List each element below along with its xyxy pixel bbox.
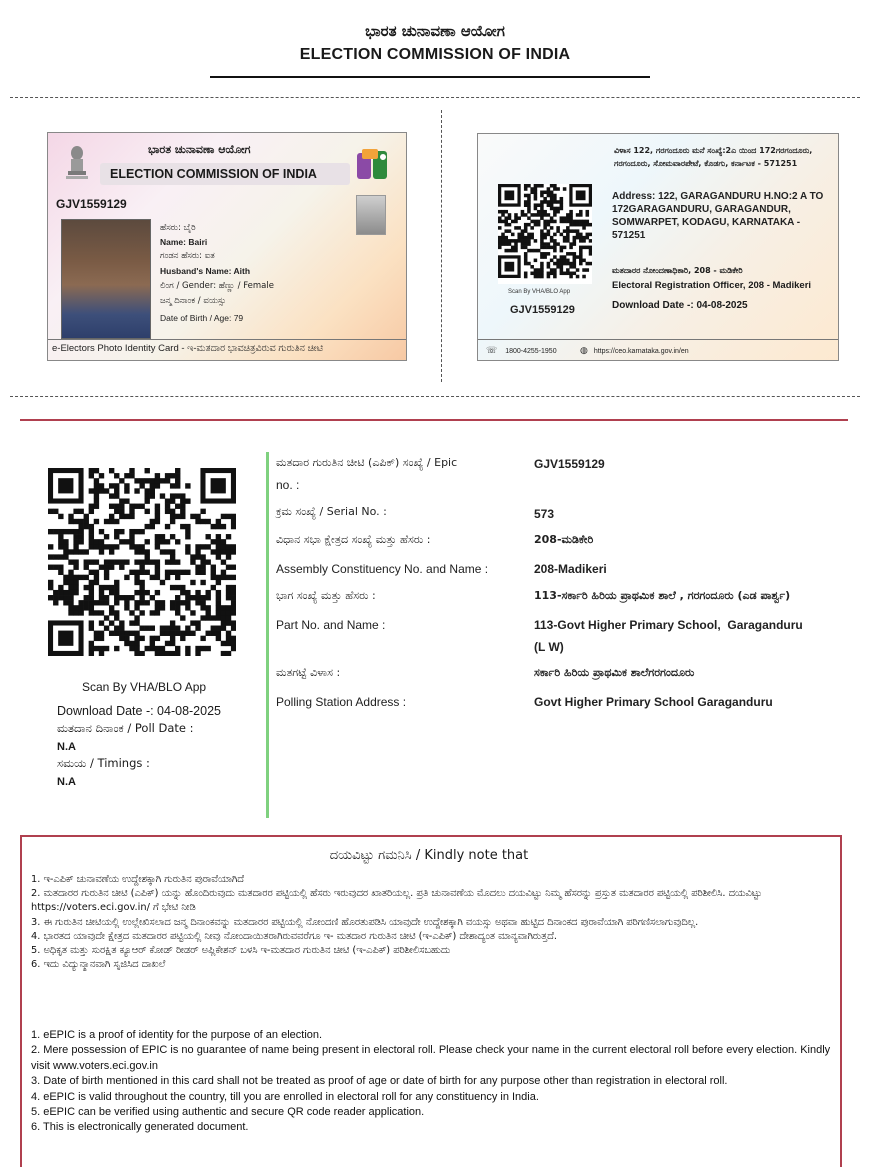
dob-kannada: ಜನ್ಮ ದಿನಾಂಕ / ವಯಸ್ಸು <box>160 296 226 306</box>
name-english: Name: Bairi <box>160 237 208 247</box>
constituency-value: 208-Madikeri <box>534 562 607 576</box>
card-qr-code <box>498 184 592 284</box>
ero-kannada: ಮತದಾರರ ನೋಂದಣಾಧಿಕಾರಿ, 208 - ಮಡಿಕೇರಿ <box>612 266 743 275</box>
note-kn-4: 4. ಭಾರತದ ಯಾವುದೇ ಕ್ಷೇತ್ರದ ಮತದಾರರ ಪಟ್ಟಿಯಲ್ಲಿ ನೀವು ನೋಂದಾಯಿತರಾಗಿರುವವರೆಗೂ ಇ- ಮತದಾರ ಗುರುತಿನ ಚೀಟಿ (ಇ-ಎಪಿಕ್) ದೇಶಾದ್ಯಂತ ಮಾನ್ಯವಾಗಿರುತ್ತದೆ. <box>31 930 557 942</box>
card-title-kannada: ಭಾರತ ಚುನಾವಣಾ ಆಯೋಗ <box>148 143 251 156</box>
polling-address-value-kannada: ಸರ್ಕಾರಿ ಹಿರಿಯ ಪ್ರಾಥಮಿಕ ಶಾಲೆಗರಗಂದೂರು <box>534 666 695 679</box>
epic-number: GJV1559129 <box>56 197 127 211</box>
phone-icon: ☏ <box>486 345 498 355</box>
polling-address-label-kannada: ಮತಗಟ್ಟೆ ವಿಳಾಸ : <box>276 666 341 679</box>
timings-value: N.A <box>57 776 76 788</box>
scan-app-label: Scan By VHA/BLO App <box>82 680 207 694</box>
card-footer-text: e-Electors Photo Identity Card - ಇ-ಮತದಾರ ಭಾವಚಿತ್ರವಿರುವ ಗುರುತಿನ ಚೀಟಿ <box>52 343 323 354</box>
globe-icon: ◍ <box>580 345 588 355</box>
husband-name-english: Husband's Name: Aith <box>160 266 251 276</box>
polling-address-label: Polling Station Address : <box>276 695 407 709</box>
note-en-5: 5. eEPIC can be verified using authentic and secure QR code reader application. <box>31 1106 425 1119</box>
card-download-date: Download Date -: 04-08-2025 <box>612 300 748 311</box>
note-en-1: 1. eEPIC is a proof of identity for the purpose of an election. <box>31 1029 323 1041</box>
header-title-kannada: ಭಾರತ ಚುನಾವಣಾ ಆಯೋಗ <box>365 22 505 40</box>
card-scan-label: Scan By VHA/BLO App <box>508 289 571 295</box>
voter-photo <box>61 219 151 339</box>
note-kn-6: 6. ಇದು ವಿದ್ಯುನ್ಮಾನವಾಗಿ ಸೃಜಿಸಿದ ದಾಖಲೆ <box>31 959 166 971</box>
notes-english <box>31 1028 836 1136</box>
id-card-front <box>47 132 407 361</box>
details-accent-bar <box>266 452 269 818</box>
poll-date-label: ಮತದಾನ ದಿನಾಂಕ / Poll Date : <box>57 721 194 735</box>
dob-english: Date of Birth / Age: 79 <box>160 313 244 323</box>
download-date: Download Date -: 04-08-2025 <box>57 704 221 718</box>
voting-hand-icon <box>353 147 395 185</box>
note-en-3: 3. Date of birth mentioned in this card shall not be treated as proof of age or date of birth for any purpose other than registration in electoral roll. <box>31 1075 728 1088</box>
epic-label: ಮತದಾರ ಗುರುತಿನ ಚೀಟಿ (ಎಪಿಕ್) ಸಂಖ್ಯೆ / Epic <box>276 456 458 469</box>
constituency-label-kannada: ವಿಧಾನ ಸಭಾ ಕ್ಷೇತ್ರದ ಸಂಖ್ಯೆ ಮತ್ತು ಹೆಸರು : <box>276 533 431 546</box>
website <box>580 345 689 356</box>
note-kn-5: 5. ಅಧಿಕೃತ ಮತ್ತು ಸುರಕ್ಷಿತ ಕ್ಯೂಆರ್ ಕೋಡ್ ರೀಡರ್ ಅಪ್ಲಿಕೇಶನ್ ಬಳಸಿ ಇ-ಮತದಾರ ಗುರುತಿನ ಚೀಟಿ (ಇ-ಎಪಿಕ್) ಪರಿಶೀಲಿಸಬಹುದು <box>31 945 451 957</box>
part-label: Part No. and Name : <box>276 618 386 632</box>
ero-english: Electoral Registration Officer, 208 - Madikeri <box>612 280 812 291</box>
note-en-4: 4. eEPIC is valid throughout the country, till you are enrolled in electoral roll for any constituency in India. <box>31 1090 539 1103</box>
card-back-epic: GJV1559129 <box>510 304 575 316</box>
cut-line-bottom <box>10 396 860 397</box>
header-underline <box>210 76 650 78</box>
gender: ಲಿಂಗ / Gender: ಹೆಣ್ಣು / Female <box>160 281 274 291</box>
constituency-value-kannada: 208-ಮಡಿಕೇರಿ <box>534 533 594 546</box>
serial-value: 573 <box>534 507 555 521</box>
timings-label: ಸಮಯ / Timings : <box>57 756 150 770</box>
name-kannada: ಹೆಸರು: ಬೈರಿ <box>160 223 196 233</box>
polling-address-value: Govt Higher Primary School Garaganduru <box>534 695 773 709</box>
epic-label-cont: no. : <box>276 478 300 492</box>
serial-label: ಕ್ರಮ ಸಂಖ್ಯೆ / Serial No. : <box>276 505 387 518</box>
husband-name-kannada: ಗಂಡನ ಹೆಸರು: ಐತ <box>160 251 215 261</box>
national-emblem-icon <box>62 143 92 183</box>
website-url: https://ceo.karnataka.gov.in/en <box>593 348 689 355</box>
header-title-english: ELECTION COMMISSION OF INDIA <box>299 46 571 63</box>
ghost-photo <box>356 195 386 235</box>
part-value-cont: (L W) <box>534 640 564 654</box>
card-back-footer-divider <box>478 339 838 340</box>
part-value-kannada: 113-ಸರ್ಕಾರಿ ಹಿರಿಯ ಪ್ರಾಥಮಿಕ ಶಾಲೆ , ಗರಗಂದೂರು (ಎಡ ಪಾರ್ಶ್ವ) <box>534 589 791 602</box>
poll-date-value: N.A <box>57 741 76 753</box>
card-footer-divider <box>48 339 406 340</box>
note-en-2: 2. Mere possession of EPIC is no guarantee of name being present in electoral roll. Please check your name in the current electoral roll before every election. Kindly visit www.voters.eci.gov.in <box>31 1044 831 1072</box>
address-english: Address: 122, GARAGANDURU H.NO:2 A TO 172GARAGANDURU, GARAGANDUR, SOMWARPET, KODAGU, KARNATAKA - 571251 <box>612 191 824 241</box>
cut-line-middle <box>441 110 442 382</box>
note-kn-2: 2. ಮತದಾರರ ಗುರುತಿನ ಚೀಟಿ (ಎಪಿಕ್) ಯನ್ನು ಹೊಂದಿರುವುದು ಮತದಾರರ ಪಟ್ಟಿಯಲ್ಲಿ ಹೆಸರು ಇರುವುದರ ಖಾತರಿಯಲ್ಲ. ಪ್ರತಿ ಚುನಾವಣೆಯ ಮೊದಲು ದಯವಿಟ್ಟು ನಿಮ್ಮ ಹೆಸರನ್ನು ಪ್ರಸ್ತುತ ಮತದಾರರ ಪಟ್ಟಿಯಲ್ಲಿ ಪರಿಶೀಲಿಸಿ. ದಯವಿಟ್ಟು https://voters.eci.gov.in/ ಗೆ ಭೇಟಿ ನೀಡಿ <box>31 888 762 914</box>
part-label-kannada: ಭಾಗ ಸಂಖ್ಯೆ ಮತ್ತು ಹೆಸರು : <box>276 589 376 602</box>
constituency-label: Assembly Constituency No. and Name : <box>276 562 489 576</box>
helpline <box>486 345 557 356</box>
address-kannada: ವಿಳಾಸ 122, ಗರಗಂದೂರು ಮನೆ ಸಂಖ್ಯೆ:2ಎ ಯಿಂದ 172ಗರಗಂದೂರು, ಗರಗಂದೂರು, ಸೋಮವಾರಪೇಟೆ, ಕೊಡಗು, ಕರ್ನಾಟಕ - 571251 <box>614 146 813 168</box>
card-title-english: ELECTION COMMISSION OF INDIA <box>110 167 317 181</box>
notes-title: ದಯವಿಟ್ಟು ಗಮನಿಸಿ / Kindly note that <box>329 848 529 863</box>
note-en-6: 6. This is electronically generated document. <box>31 1121 249 1134</box>
note-kn-1: 1. ಇ-ಎಪಿಕ್ ಚುನಾವಣೆಯ ಉದ್ದೇಶಕ್ಕಾಗಿ ಗುರುತಿನ ಪುರಾವೆಯಾಗಿದೆ <box>31 874 244 885</box>
section-divider <box>20 419 848 421</box>
part-value: 113-Govt Higher Primary School, Garaganduru <box>534 618 803 632</box>
qr-code <box>48 468 236 656</box>
id-card-back <box>477 133 839 361</box>
note-kn-3: 3. ಈ ಗುರುತಿನ ಚೀಟಿಯಲ್ಲಿ ಉಲ್ಲೇಖಿಸಲಾದ ಜನ್ಮ ದಿನಾಂಕವನ್ನು ಮತದಾರರ ಪಟ್ಟಿಯಲ್ಲಿ ನೋಂದಣಿ ಹೊರತುಪಡಿಸಿ ಯಾವುದೇ ಉದ್ದೇಶಕ್ಕಾಗಿ ವಯಸ್ಸು ಅಥವಾ ಹುಟ್ಟಿದ ದಿನಾಂಕದ ಪುರಾವೆಯಾಗಿ ಪರಿಗಣಿಸಲಾಗುವುದಿಲ್ಲ. <box>31 916 699 928</box>
cut-line-top <box>10 97 860 98</box>
epic-value: GJV1559129 <box>534 457 605 471</box>
helpline-number: 1800-4255-1950 <box>505 348 557 355</box>
notes-kannada <box>31 873 831 972</box>
